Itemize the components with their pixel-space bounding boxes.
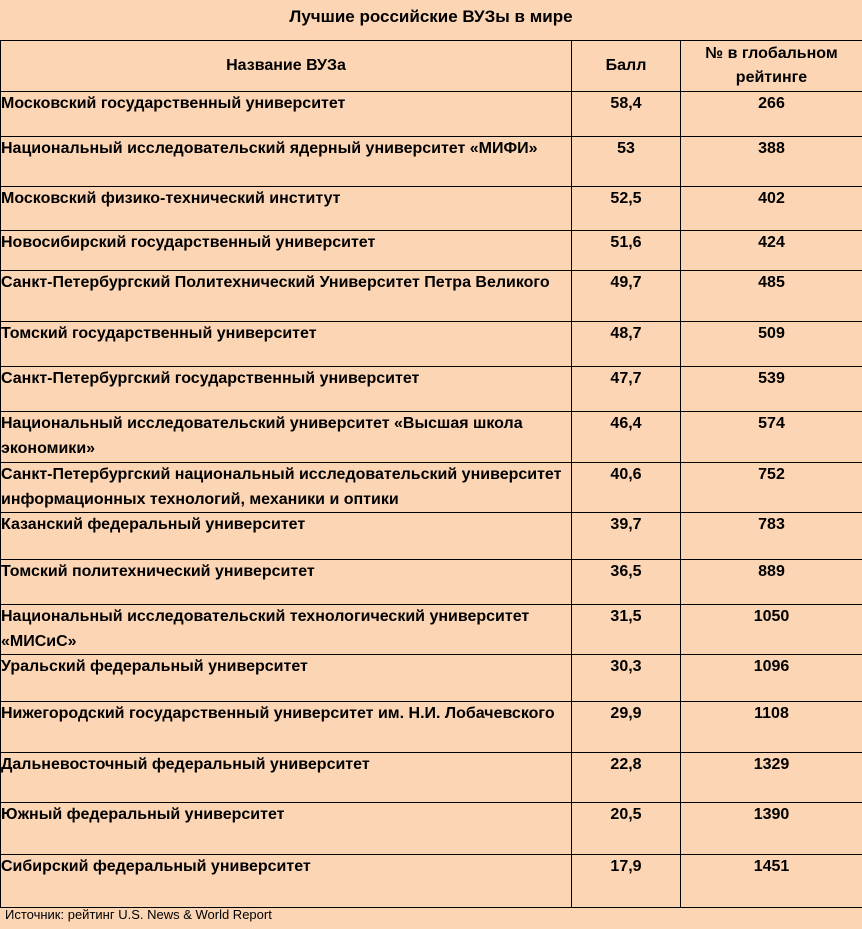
university-score: 17,9 (572, 855, 681, 908)
table-row (1, 855, 862, 908)
university-score: 36,5 (572, 560, 681, 605)
university-global-rank: 574 (681, 412, 862, 463)
university-score: 40,6 (572, 463, 681, 513)
university-name: Национальный исследовательский университет «Высшая школа экономики» (1, 412, 572, 463)
university-name: Томский государственный университет (1, 322, 572, 367)
university-name: Московский государственный университет (1, 92, 572, 137)
university-global-rank: 783 (681, 513, 862, 560)
university-name: Томский политехнический университет (1, 560, 572, 605)
table-row (1, 605, 862, 655)
university-score: 53 (572, 137, 681, 187)
table-row (1, 367, 862, 412)
university-score: 47,7 (572, 367, 681, 412)
university-score: 20,5 (572, 803, 681, 855)
university-name: Национальный исследовательский ядерный университет «МИФИ» (1, 137, 572, 187)
university-name: Казанский федеральный университет (1, 513, 572, 560)
university-global-rank: 1390 (681, 803, 862, 855)
university-global-rank: 752 (681, 463, 862, 513)
table-row (1, 412, 862, 463)
university-score: 29,9 (572, 702, 681, 753)
table-row (1, 187, 862, 231)
university-global-rank: 1329 (681, 753, 862, 803)
table-row (1, 231, 862, 271)
university-global-rank: 509 (681, 322, 862, 367)
university-global-rank: 1050 (681, 605, 862, 655)
university-name: Национальный исследовательский технологический университет «МИСиС» (1, 605, 572, 655)
university-score: 58,4 (572, 92, 681, 137)
header-row (1, 41, 862, 92)
source-note: Источник: рейтинг U.S. News & World Report (5, 907, 272, 922)
header-score: Балл (572, 41, 681, 92)
table-row (1, 702, 862, 753)
university-name: Дальневосточный федеральный университет (1, 753, 572, 803)
table-row (1, 271, 862, 322)
university-name: Южный федеральный университет (1, 803, 572, 855)
university-name: Санкт-Петербургский национальный исследовательский университет информационных технологий, механики и оптики (1, 463, 572, 513)
university-name: Уральский федеральный университет (1, 655, 572, 702)
table-body (1, 92, 862, 908)
university-score: 22,8 (572, 753, 681, 803)
university-name: Московский физико-технический институт (1, 187, 572, 231)
university-score: 31,5 (572, 605, 681, 655)
university-score: 30,3 (572, 655, 681, 702)
header-rank: № в глобальном рейтинге (681, 41, 862, 92)
university-name: Санкт-Петербургский государственный университет (1, 367, 572, 412)
university-global-rank: 485 (681, 271, 862, 322)
table-title: Лучшие российские ВУЗы в мире (289, 7, 573, 26)
table-row (1, 137, 862, 187)
university-score: 49,7 (572, 271, 681, 322)
table-row (1, 560, 862, 605)
table-row (1, 803, 862, 855)
table-row (1, 92, 862, 137)
table-row (1, 513, 862, 560)
university-name: Сибирский федеральный университет (1, 855, 572, 908)
university-global-rank: 539 (681, 367, 862, 412)
table-row (1, 463, 862, 513)
rankings-table (0, 40, 862, 908)
university-score: 51,6 (572, 231, 681, 271)
university-name: Новосибирский государственный университет (1, 231, 572, 271)
university-score: 48,7 (572, 322, 681, 367)
university-global-rank: 388 (681, 137, 862, 187)
header-name: Название ВУЗа (1, 41, 572, 92)
university-global-rank: 889 (681, 560, 862, 605)
university-global-rank: 1108 (681, 702, 862, 753)
table-row (1, 322, 862, 367)
university-score: 52,5 (572, 187, 681, 231)
university-global-rank: 424 (681, 231, 862, 271)
university-score: 46,4 (572, 412, 681, 463)
university-name: Санкт-Петербургский Политехнический Университет Петра Великого (1, 271, 572, 322)
table-row (1, 753, 862, 803)
university-global-rank: 1451 (681, 855, 862, 908)
university-global-rank: 1096 (681, 655, 862, 702)
table-row (1, 655, 862, 702)
university-score: 39,7 (572, 513, 681, 560)
university-name: Нижегородский государственный университет им. Н.И. Лобачевского (1, 702, 572, 753)
university-global-rank: 402 (681, 187, 862, 231)
university-global-rank: 266 (681, 92, 862, 137)
